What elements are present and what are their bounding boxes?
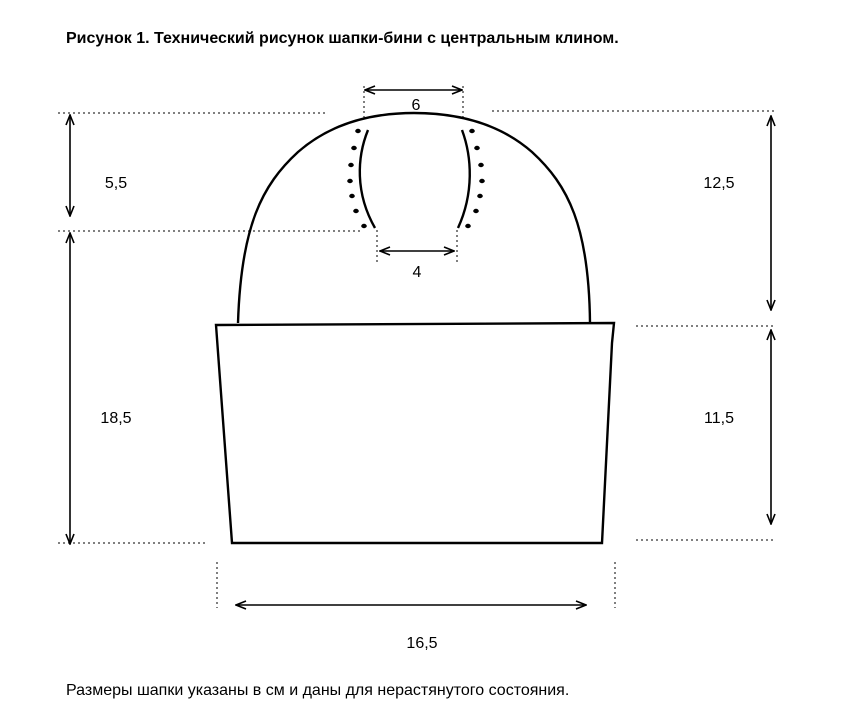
- crown-outline: [238, 113, 590, 323]
- extension-lines: [58, 86, 776, 608]
- label-total-height: 18,5: [100, 410, 132, 427]
- label-wedge-bottom-width: 4: [412, 264, 422, 281]
- label-wedge-height: 5,5: [104, 175, 128, 192]
- dimension-arrows: [70, 90, 771, 605]
- label-band-width: 16,5: [406, 635, 438, 652]
- label-crown-top-width: 6: [411, 97, 421, 114]
- figure-caption: Рисунок 1. Технический рисунок шапки-бини с центральным клином.: [66, 30, 619, 47]
- band-outline: [216, 323, 614, 543]
- footnote: Размеры шапки указаны в см и даны для нерастянутого состояния.: [66, 682, 570, 699]
- wedge-right-seam: [458, 130, 470, 228]
- label-crown-height: 12,5: [703, 175, 735, 192]
- wedge-left-seam: [360, 130, 375, 228]
- label-band-height: 11,5: [704, 410, 734, 427]
